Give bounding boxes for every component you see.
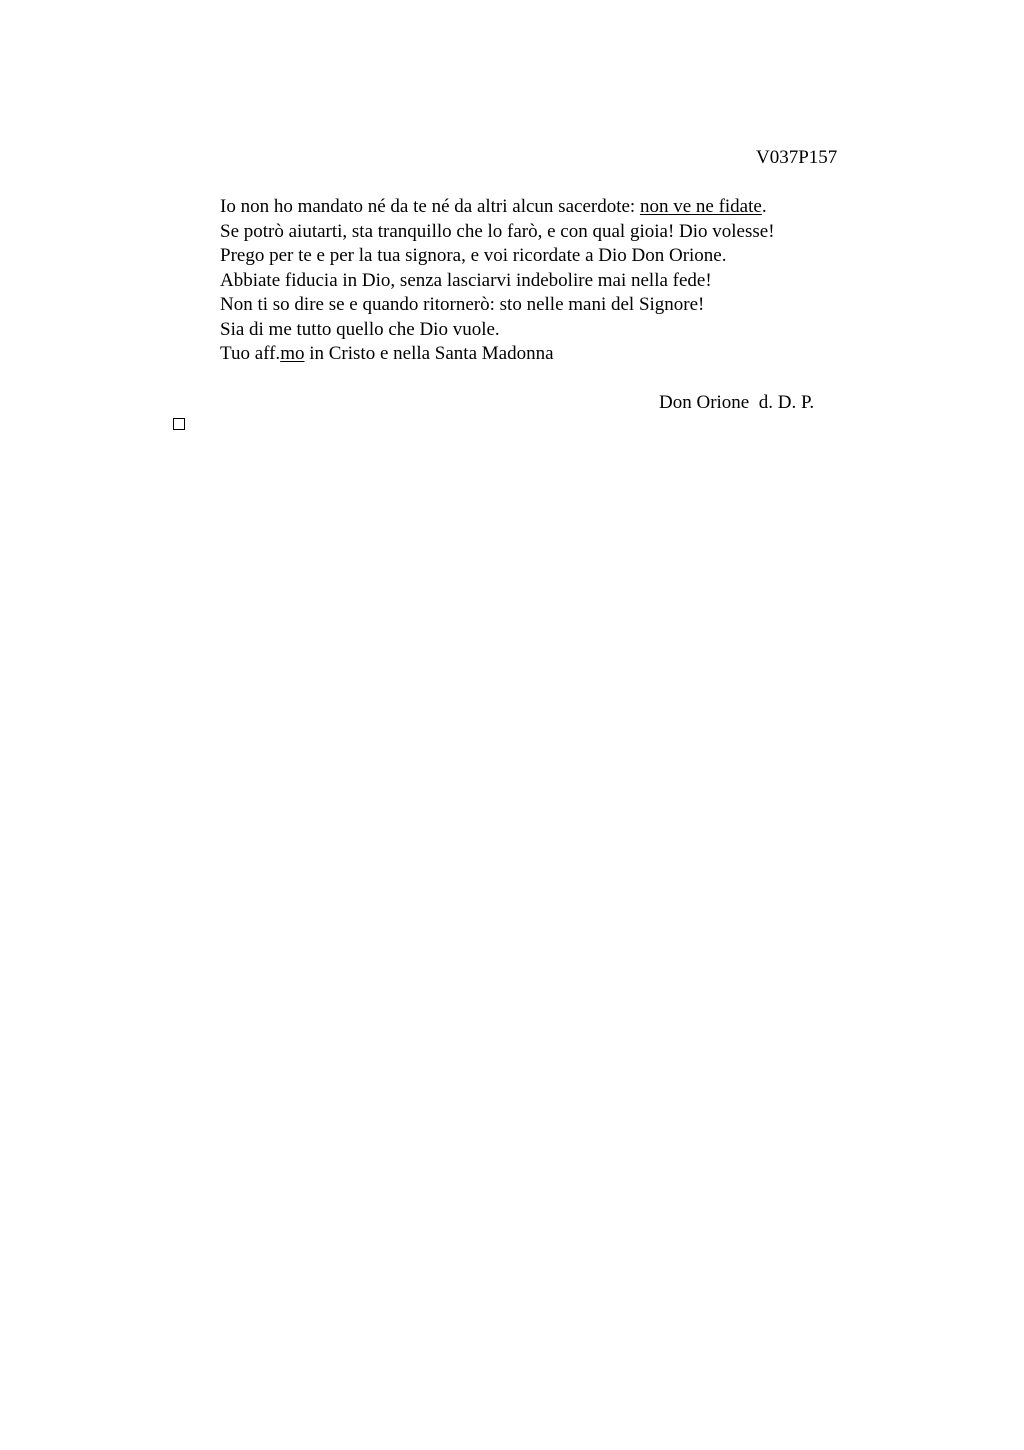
underlined-abbreviation: mo <box>280 343 305 364</box>
letter-line-1-end: . <box>761 196 767 217</box>
letter-body <box>220 195 920 367</box>
letter-line-3: Prego per te e per la tua signora, e voi ricordate a Dio Don Orione. <box>220 245 727 266</box>
letter-line-4: Abbiate fiducia in Dio, senza lasciarvi indebolire mai nella fede! <box>220 269 712 291</box>
underlined-phrase: non ve ne fidate <box>639 196 762 217</box>
letter-line-7-text: Tuo aff. <box>220 343 281 364</box>
letter-line-7-end: in Cristo e nella Santa Madonna <box>304 343 554 364</box>
page-identifier: V037P157 <box>756 147 838 168</box>
square-marker-icon <box>173 418 185 430</box>
letter-line-7 <box>220 342 920 367</box>
letter-line-2: Se potrò aiutarti, sta tranquillo che lo farò, e con qual gioia! Dio volesse! <box>220 220 775 242</box>
signature: Don Orione d. D. P. <box>659 392 815 413</box>
letter-line-1 <box>220 195 920 220</box>
letter-line-1-text: Io non ho mandato né da te né da altri alcun sacerdote: <box>220 196 640 217</box>
letter-line-5: Non ti so dire se e quando ritornerò: sto nelle mani del Signore! <box>220 294 705 315</box>
letter-line-6: Sia di me tutto quello che Dio vuole. <box>220 318 500 340</box>
